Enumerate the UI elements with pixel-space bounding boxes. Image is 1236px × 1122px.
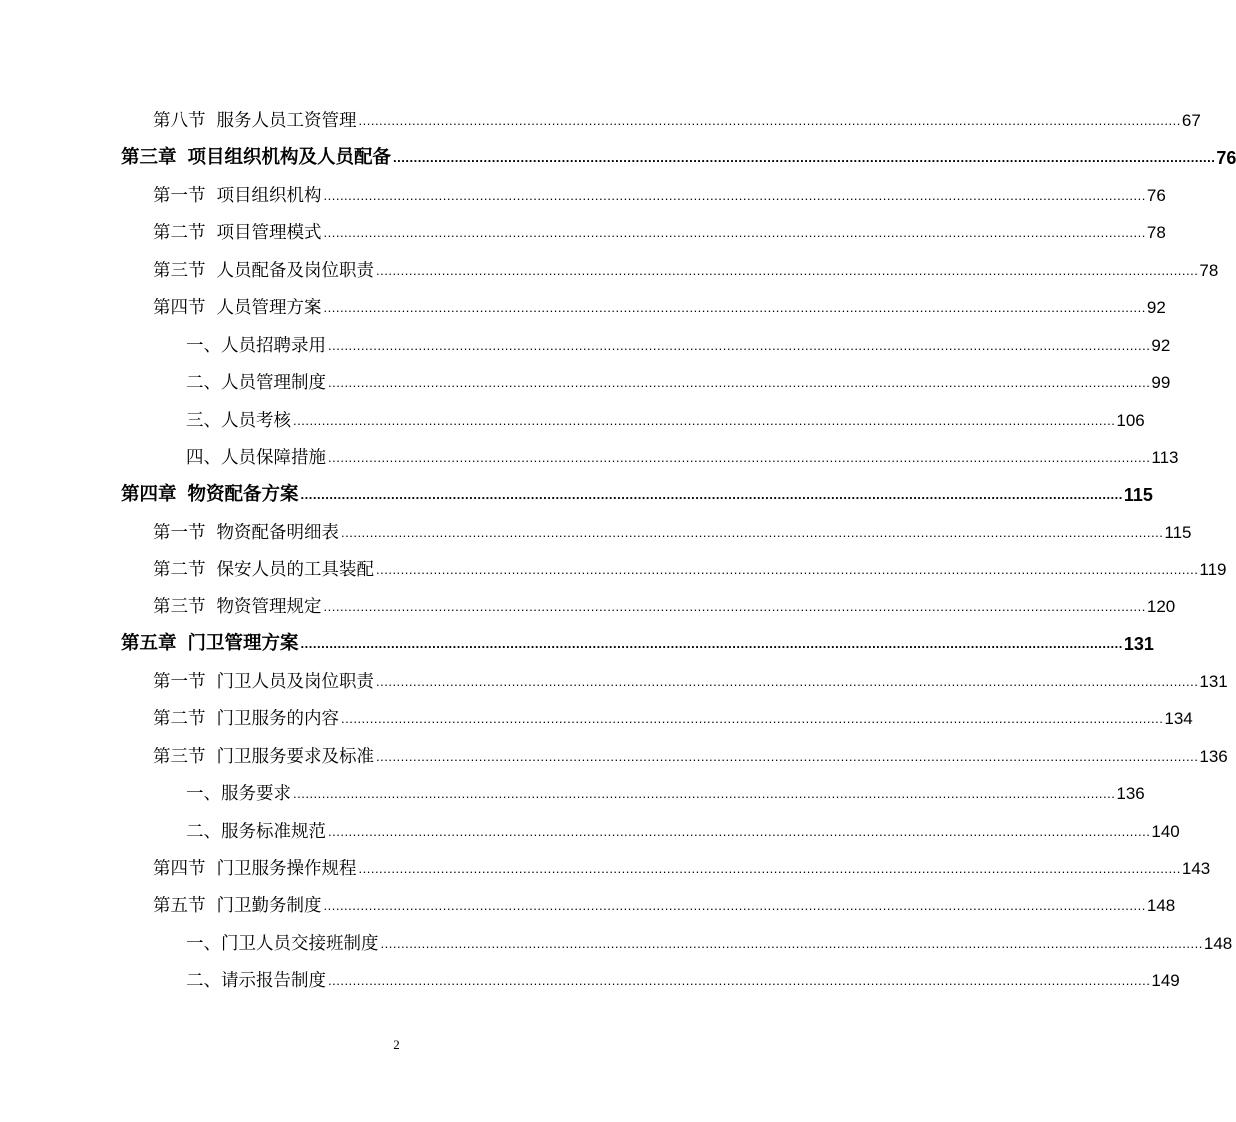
toc-entry-title: 人员招聘录用 [221,336,326,356]
toc-entry[interactable] [186,438,1179,468]
toc-entry[interactable] [153,550,1227,580]
toc-entry-prefix: 第八节 [153,111,206,131]
toc-entry[interactable] [186,961,1180,991]
toc-entry[interactable] [186,774,1145,804]
toc-entry-page: 78 [1146,223,1166,242]
toc-entry-prefix: 第四节 [153,859,206,879]
toc-dot-leader: ........................................................................................................................................................................................................ [300,487,1123,502]
toc-entry[interactable] [186,812,1180,842]
toc-entry-prefix: 一、 [186,934,221,954]
toc-entry-title: 项目组织机构及人员配备 [187,147,392,168]
toc-dot-leader: ........................................................................................................................................................................................................ [393,150,1216,165]
toc-entry-prefix: 第二节 [153,560,206,580]
toc-dot-leader: ........................................................................................................................................................................................................ [358,113,1181,128]
toc-entry-prefix: 第一节 [153,186,206,206]
toc-entry[interactable] [153,886,1176,916]
toc-dot-leader: ........................................................................................................................................................................................................ [323,188,1146,203]
toc-entry-title: 门卫人员交接班制度 [221,934,379,954]
toc-entry-title: 物资配备方案 [187,484,299,505]
toc-entry-prefix: 第四章 [121,484,177,505]
toc-entry-title: 项目组织机构 [216,186,322,206]
toc-entry-title: 门卫服务要求及标准 [216,747,374,767]
toc-dot-leader: ........................................................................................................................................................................................................ [376,749,1199,764]
toc-entry-prefix: 一、 [186,336,221,356]
toc-entry[interactable] [153,101,1201,131]
toc-entry-prefix: 第三章 [121,147,177,168]
toc-dot-leader: ........................................................................................................................................................................................................ [328,338,1151,353]
toc-entry-page: 143 [1181,859,1211,878]
toc-entry[interactable] [186,363,1171,393]
toc-entry-page: 131 [1199,672,1228,691]
page-number: 2 [393,1037,400,1052]
toc-entry-prefix: 第二节 [153,709,206,729]
toc-entry-prefix: 第一节 [153,523,206,543]
toc-dot-leader: ........................................................................................................................................................................................................ [376,263,1199,278]
toc-entry-title: 门卫人员及岗位职责 [216,672,374,692]
toc-entry-page: 120 [1146,597,1176,616]
toc-entry-title: 门卫服务操作规程 [216,859,357,879]
toc-entry-prefix: 二、 [186,822,221,842]
toc-dot-leader: ........................................................................................................................................................................................................ [328,450,1151,465]
toc-entry[interactable] [153,176,1166,206]
toc-entry-prefix: 第五节 [153,896,206,916]
toc-entry-title: 人员管理方案 [216,298,322,318]
toc-dot-leader: ........................................................................................................................................................................................................ [293,786,1116,801]
toc-entry-prefix: 第三节 [153,747,206,767]
toc-dot-leader: ........................................................................................................................................................................................................ [293,413,1116,428]
toc-dot-leader: ........................................................................................................................................................................................................ [376,562,1199,577]
toc-entry-title: 门卫勤务制度 [216,896,322,916]
toc-entry[interactable] [153,251,1219,281]
toc-entry-prefix: 第三节 [153,597,206,617]
toc-entry-title: 服务人员工资管理 [216,111,357,131]
toc-entry[interactable] [153,513,1192,543]
toc-entry[interactable] [186,401,1145,431]
toc-entry-prefix: 二、 [186,373,221,393]
toc-dot-leader: ........................................................................................................................................................................................................ [380,936,1203,951]
toc-entry[interactable] [153,699,1193,729]
toc-entry-page: 115 [1123,485,1153,505]
toc-entry[interactable] [121,475,1153,505]
toc-entry-title: 门卫管理方案 [187,633,299,654]
toc-entry-title: 人员配备及岗位职责 [216,261,374,281]
toc-dot-leader: ........................................................................................................................................................................................................ [328,824,1151,839]
toc-entry-page: 115 [1164,523,1192,542]
toc-dot-leader: ........................................................................................................................................................................................................ [341,711,1164,726]
toc-entry-page: 78 [1199,261,1219,280]
toc-entry[interactable] [153,288,1166,318]
toc-dot-leader: ........................................................................................................................................................................................................ [341,525,1164,540]
toc-entry-page: 113 [1151,448,1179,467]
toc-entry-title: 人员考核 [221,411,291,431]
toc-dot-leader: ........................................................................................................................................................................................................ [323,599,1146,614]
toc-entry-title: 物资配备明细表 [216,523,339,543]
toc-entry-page: 148 [1146,896,1176,915]
toc-dot-leader: ........................................................................................................................................................................................................ [323,898,1146,913]
toc-entry-page: 76 [1146,186,1166,205]
toc-entry[interactable] [153,849,1211,879]
toc-entry[interactable] [186,924,1233,954]
toc-entry-page: 106 [1116,411,1145,430]
toc-entry[interactable] [153,587,1176,617]
toc-entry-page: 149 [1151,971,1180,990]
toc-entry-page: 136 [1199,747,1228,766]
toc-entry-page: 67 [1181,111,1201,130]
toc-entry-title: 项目管理模式 [216,223,322,243]
toc-entry-page: 131 [1123,634,1154,654]
toc-entry-page: 148 [1203,934,1233,953]
toc-entry[interactable] [153,662,1228,692]
toc-entry-prefix: 第一节 [153,672,206,692]
toc-entry-title: 服务要求 [221,784,291,804]
toc-dot-leader: ........................................................................................................................................................................................................ [323,300,1146,315]
toc-entry-page: 136 [1116,784,1145,803]
toc-dot-leader: ........................................................................................................................................................................................................ [328,973,1151,988]
toc-entry[interactable] [153,213,1166,243]
toc-entry-title: 人员管理制度 [221,373,326,393]
toc-entry-prefix: 二、 [186,971,221,991]
toc-entry[interactable] [121,624,1154,654]
toc-entry-page: 92 [1151,336,1171,355]
toc-dot-leader: ........................................................................................................................................................................................................ [358,861,1181,876]
toc-entry-page: 140 [1151,822,1180,841]
toc-entry[interactable] [186,326,1171,356]
toc-dot-leader: ........................................................................................................................................................................................................ [300,636,1123,651]
toc-entry-page: 119 [1199,560,1227,579]
toc-entry[interactable] [153,737,1228,767]
toc-entry-title: 服务标准规范 [221,822,326,842]
toc-entry-page: 92 [1146,298,1166,317]
toc-entry-prefix: 第五章 [121,633,177,654]
toc-entry-page: 99 [1151,373,1171,392]
toc-entry-prefix: 第四节 [153,298,206,318]
toc-dot-leader: ........................................................................................................................................................................................................ [323,225,1146,240]
toc-entry-title: 门卫服务的内容 [216,709,339,729]
toc-entry-page: 134 [1164,709,1193,728]
toc-entry-prefix: 三、 [186,411,221,431]
toc-dot-leader: ........................................................................................................................................................................................................ [328,375,1151,390]
toc-entry-prefix: 一、 [186,784,221,804]
toc-entry-title: 请示报告制度 [221,971,326,991]
toc-entry-title: 保安人员的工具装配 [216,560,374,580]
toc-entry[interactable] [121,138,1236,168]
toc-entry-prefix: 四、 [186,448,221,468]
toc-entry-title: 人员保障措施 [221,448,326,468]
toc-entry-page: 76 [1216,148,1236,168]
toc-entry-prefix: 第二节 [153,223,206,243]
toc-entry-title: 物资管理规定 [216,597,322,617]
toc-entry-prefix: 第三节 [153,261,206,281]
toc-dot-leader: ........................................................................................................................................................................................................ [376,674,1199,689]
